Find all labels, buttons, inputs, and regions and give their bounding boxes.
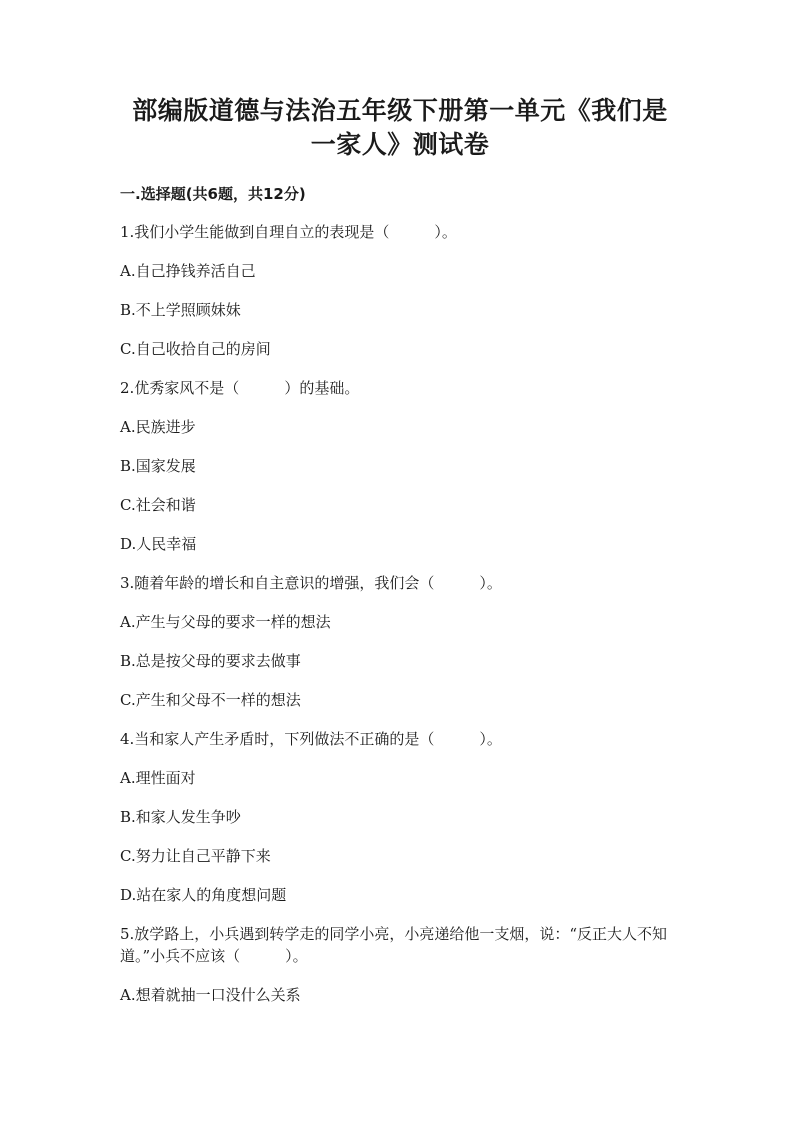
option-c: C.社会和谐 xyxy=(120,496,196,514)
option-a: A.想着就抽一口没什么关系 xyxy=(120,986,301,1004)
option-d: D.人民幸福 xyxy=(120,535,197,553)
question-3 xyxy=(120,572,680,711)
option-c: C.努力让自己平静下来 xyxy=(120,847,271,865)
option-b: B.不上学照顾妹妹 xyxy=(120,301,241,319)
option-a: A.民族进步 xyxy=(120,418,196,436)
question-stem: 4.当和家人产生矛盾时，下列做法不正确的是（ ）。 xyxy=(120,730,502,748)
question-1 xyxy=(120,221,680,360)
question-list xyxy=(120,221,680,1006)
question-stem: 1.我们小学生能做到自理自立的表现是（ ）。 xyxy=(120,223,457,241)
option-b: B.和家人发生争吵 xyxy=(120,808,241,826)
option-b: B.总是按父母的要求去做事 xyxy=(120,652,301,670)
section-header: 一.选择题(共6题，共12分) xyxy=(120,185,306,203)
option-a: A.产生与父母的要求一样的想法 xyxy=(120,613,331,631)
option-c: C.自己收拾自己的房间 xyxy=(120,340,271,358)
page-title: 部编版道德与法治五年级下册第一单元《我们是一家人》测试卷 xyxy=(132,96,668,159)
question-stem: 5.放学路上，小兵遇到转学走的同学小亮，小亮递给他一支烟，说：“反正大人不知道。”小兵不应该（ ）。 xyxy=(120,925,667,965)
question-5 xyxy=(120,923,680,1006)
option-a: A.理性面对 xyxy=(120,769,196,787)
option-b: B.国家发展 xyxy=(120,457,196,475)
option-d: D.站在家人的角度想问题 xyxy=(120,886,287,904)
option-c: C.产生和父母不一样的想法 xyxy=(120,691,301,709)
option-a: A.自己挣钱养活自己 xyxy=(120,262,256,280)
question-4 xyxy=(120,728,680,906)
question-2 xyxy=(120,377,680,555)
question-stem: 3.随着年龄的增长和自主意识的增强，我们会（ ）。 xyxy=(120,574,502,592)
question-stem: 2.优秀家风不是（ ）的基础。 xyxy=(120,379,360,397)
